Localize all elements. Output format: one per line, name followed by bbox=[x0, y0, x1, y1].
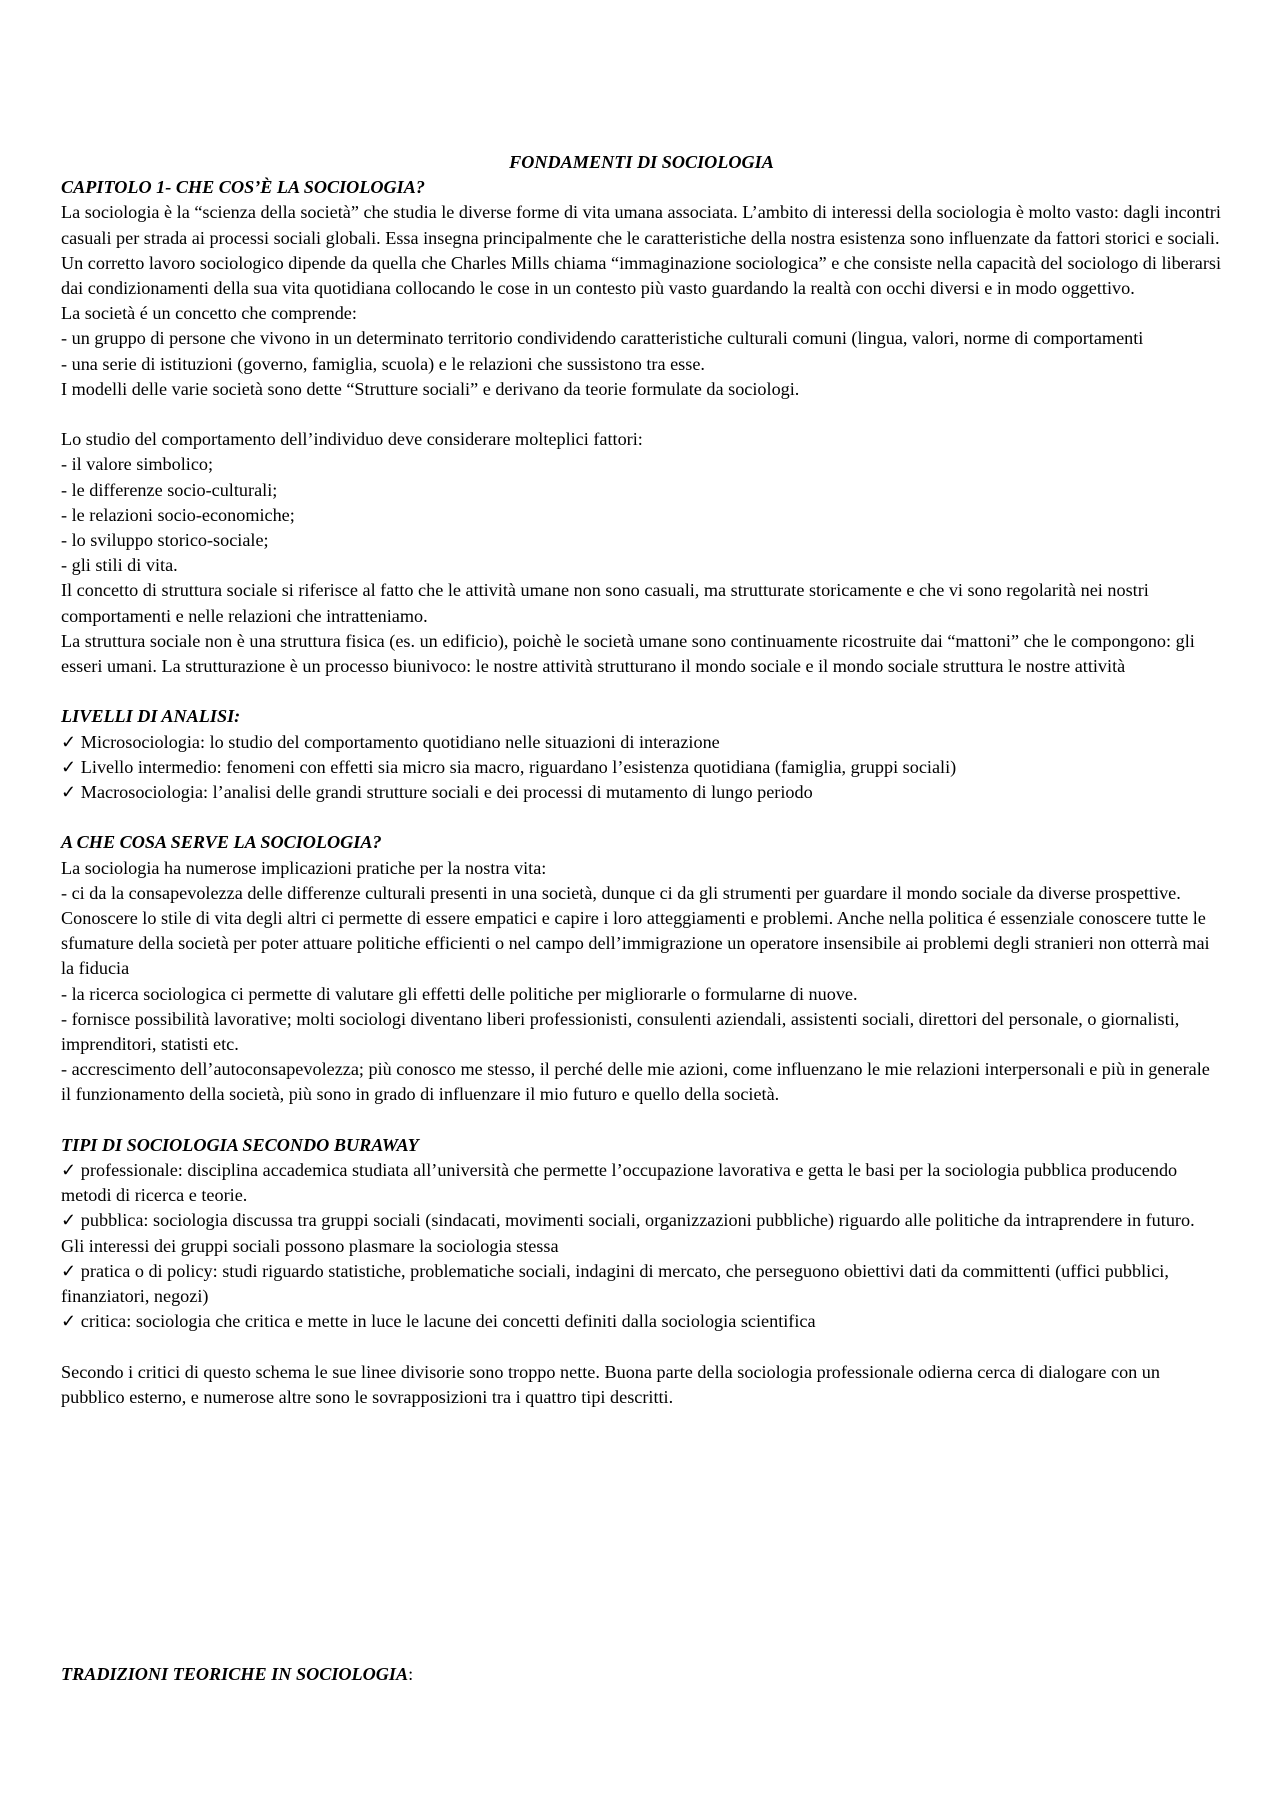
paragraph: - un gruppo di persone che vivono in un determinato territorio condividendo caratteristiche culturali comuni (lingua, valori, norme di comportamenti bbox=[61, 328, 1144, 349]
paragraph: La società é un concetto che comprende: bbox=[61, 303, 357, 324]
paragraph: Un corretto lavoro sociologico dipende da quella che Charles Mills chiama “immaginazione sociologica” e che consiste nella capacità del sociologo di liberarsi dai condizionamenti della sua vita quotidiana collocando le cose in un contesto più vasto guardando la realtà con occhi diversi e in modo oggettivo. bbox=[61, 252, 1222, 299]
section-heading-traditions bbox=[61, 1662, 1222, 1687]
checklist-item: ✓ pubblica: sociologia discussa tra gruppi sociali (sindacati, movimenti sociali, organizzazioni pubbliche) riguardo alle politiche da intraprendere in futuro. Gli interessi dei gruppi sociali possono plasmare la sociologia stessa bbox=[61, 1208, 1222, 1258]
checklist-item: ✓ Livello intermedio: fenomeni con effetti sia micro sia macro, riguardano l’esistenza quotidiana (famiglia, gruppi sociali) bbox=[61, 755, 1222, 780]
list-item: - le differenze socio-culturali; bbox=[61, 479, 278, 500]
list-item: - il valore simbolico; bbox=[61, 454, 214, 475]
paragraph: I modelli delle varie società sono dette “Strutture sociali” e derivano da teorie formulate da sociologi. bbox=[61, 378, 800, 399]
paragraph: La sociologia ha numerose implicazioni pratiche per la nostra vita: bbox=[61, 857, 547, 878]
checklist-item: ✓ Microsociologia: lo studio del comportamento quotidiano nelle situazioni di interazione bbox=[61, 730, 1222, 755]
paragraph: La struttura sociale non è una struttura fisica (es. un edificio), poichè le società umane sono continuamente ricostruite dai “mattoni” che le compongono: gli esseri umani. La strutturazione è un processo biunivoco: le nostre attività strutturano il mondo sociale e il mondo sociale struttura le nostre attività bbox=[61, 630, 1195, 677]
paragraph: Lo studio del comportamento dell’individuo deve considerare molteplici fattori: bbox=[61, 429, 643, 450]
paragraph: Secondo i critici di questo schema le sue linee divisorie sono troppo nette. Buona parte della sociologia professionale odierna cerca di dialogare con un pubblico esterno, e numerose altre sono le sovrapposizioni tra i quattro tipi descritti. bbox=[61, 1361, 1160, 1407]
chapter-heading: CAPITOLO 1- CHE COS’È LA SOCIOLOGIA? bbox=[61, 177, 425, 198]
section-heading-purpose: A CHE COSA SERVE LA SOCIOLOGIA? bbox=[61, 832, 382, 853]
checklist-item: ✓ critica: sociologia che critica e mette in luce le lacune dei concetti definiti dalla sociologia scientifica bbox=[61, 1309, 1222, 1334]
checklist-item: ✓ professionale: disciplina accademica studiata all’università che permette l’occupazione lavorativa e getta le basi per la sociologia pubblica producendo metodi di ricerca e teorie. bbox=[61, 1158, 1222, 1208]
paragraph: - fornisce possibilità lavorative; molti sociologi diventano liberi professionisti, consulenti aziendali, assistenti sociali, direttori del personale, o giornalisti, imprenditori, statisti etc. bbox=[61, 1008, 1180, 1055]
document-title: FONDAMENTI DI SOCIOLOGIA bbox=[509, 152, 774, 172]
section-heading-levels: LIVELLI DI ANALISI: bbox=[61, 706, 241, 727]
paragraph: - la ricerca sociologica ci permette di valutare gli effetti delle politiche per migliorarle o formularne di nuove. bbox=[61, 983, 858, 1004]
section-heading-types: TIPI DI SOCIOLOGIA SECONDO BURAWAY bbox=[61, 1134, 419, 1155]
paragraph: - ci da la consapevolezza delle differenze culturali presenti in una società, dunque ci da gli strumenti per guardare il mondo sociale da diverse prospettive. Conoscere lo stile di vita degli altri ci permette di essere empatici e capire i loro atteggiamenti e problemi. Anche nella politica é essenziale conoscere tutte le sfumature della società per poter attuare politiche efficienti o nel campo dell’immigrazione un operatore insensibile ai problemi degli stranieri non otterrà mai la fiducia bbox=[61, 882, 1210, 979]
paragraph: - accrescimento dell’autoconsapevolezza; più conosco me stesso, il perché delle mie azioni, come influenzano le mie relazioni interpersonali e più in generale il funzionamento della società, più sono in grado di influenzare il mio futuro e quello della società. bbox=[61, 1059, 1210, 1105]
checklist-item: ✓ pratica o di policy: studi riguardo statistiche, problematiche sociali, indagini di mercato, che perseguono obiettivi dati da committenti (uffici pubblici, finanziatori, negozi) bbox=[61, 1259, 1222, 1309]
list-item: - le relazioni socio-economiche; bbox=[61, 504, 295, 525]
checklist-item: ✓ Macrosociologia: l’analisi delle grandi strutture sociali e dei processi di mutamento di lungo periodo bbox=[61, 780, 1222, 805]
paragraph: Il concetto di struttura sociale si riferisce al fatto che le attività umane non sono casuali, ma strutturate storicamente e che vi sono regolarità nei nostri comportamenti e nelle relazioni che intratteniamo. bbox=[61, 580, 1149, 626]
list-item: - gli stili di vita. bbox=[61, 555, 178, 576]
paragraph: La sociologia è la “scienza della società” che studia le diverse forme di vita umana associata. L’ambito di interessi della sociologia è molto vasto: dagli incontri casuali per strada ai processi sociali globali. Essa insegna principalmente che le caratteristiche della nostra esistenza sono influenzate da fattori storici e sociali. bbox=[61, 202, 1221, 248]
list-item: - lo sviluppo storico-sociale; bbox=[61, 530, 269, 551]
paragraph: - una serie di istituzioni (governo, famiglia, scuola) e le relazioni che sussistono tra esse. bbox=[61, 353, 705, 374]
traditions-heading-text: TRADIZIONI TEORICHE IN SOCIOLOGIA bbox=[61, 1664, 409, 1685]
traditions-heading-colon: : bbox=[408, 1664, 414, 1685]
